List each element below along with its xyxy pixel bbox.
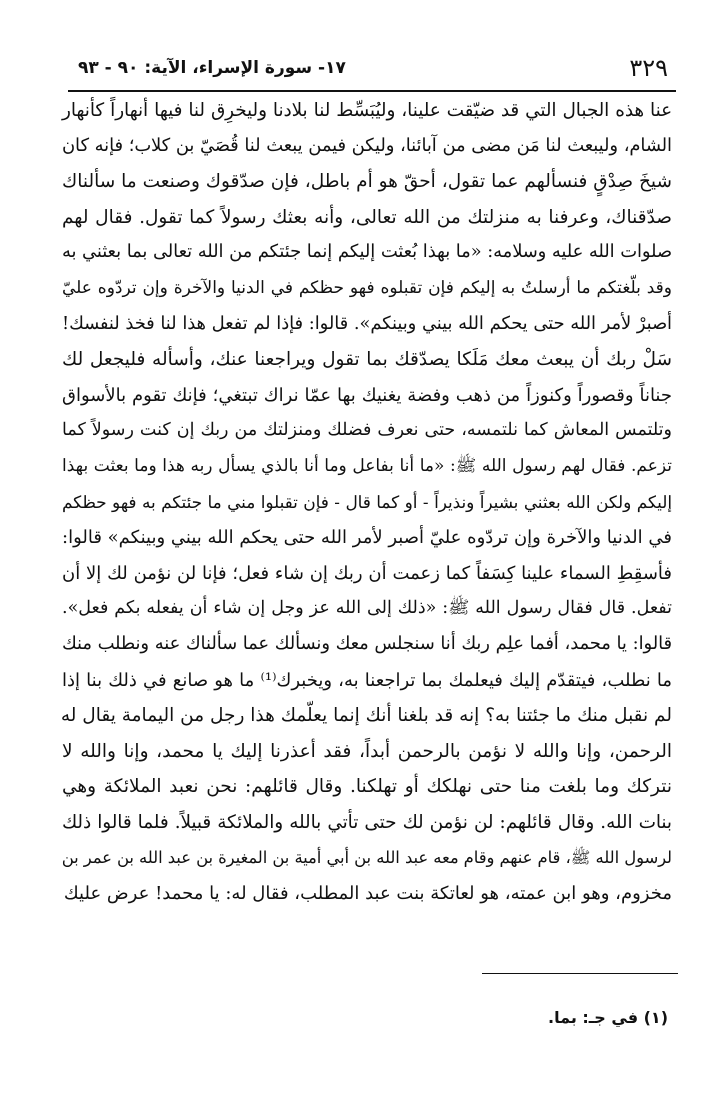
page-number: ٣٢٩ xyxy=(629,54,668,82)
footnote: (١) في جـ: بما. xyxy=(548,1008,668,1027)
running-title: ١٧- سورة الإسراء، الآية: ٩٠ - ٩٣ xyxy=(78,58,346,78)
text-line: إليكم ولكن الله بعثني بشيراً ونذيراً - أو كما قال - فإن تقبلوا مني ما جئتكم به فهو حظكم xyxy=(62,491,672,512)
text-line: عنا هذه الجبال التي قد ضيّقت علينا، وليُبَسِّط لنا بلادنا وليخرِق لنا فيها أنهاراً كأنهار xyxy=(62,100,672,121)
text-line: أصبرْ لأمر الله حتى يحكم الله بيني وبينكم». قالوا: فإذا لم تفعل هذا لنا فخذ لنفسك! xyxy=(62,313,672,334)
text-line: جناناً وقصوراً وكنوزاً من ذهب وفضة يغنيك بها عمّا نراك تبتغي؛ فإنك تقوم بالأسواق xyxy=(62,384,672,406)
text-line: مخزوم، وهو ابن عمته، هو لعاتكة بنت عبد المطلب، فقال له: يا محمد! عرض عليك xyxy=(63,883,672,905)
page-header xyxy=(78,48,668,88)
body-text xyxy=(62,93,672,912)
text-line: فأسقِطِ السماء علينا كِسَفاً كما زعمت أن ربك إن شاء فعل؛ فإنا لن نؤمن لك إلا أن xyxy=(62,562,672,584)
text-line: ما نطلب، فيتقدّم إليك فيعلمك بما تراجعنا به، ويخبرك⁽¹⁾ ما هو صانع في ذلك بنا إذا xyxy=(62,669,673,691)
text-line: وقد بلّغتكم ما أرسلتُ به إليكم فإن تقبلوه فهو حظكم في الدنيا والآخرة وإن تردّوه عليّ xyxy=(62,277,672,298)
text-line: شيخَ صِدْقٍ فنسألهم عما تقول، أحقّ هو أم باطل، فإن صدّقوك وصنعت ما سألناك xyxy=(62,171,672,193)
text-line: نتركك وما بلغت منا حتى نهلكك أو تهلكنا. وقال قائلهم: نحن نعبد الملائكة وهي xyxy=(62,776,672,798)
header-rule xyxy=(68,90,676,92)
text-line: بنات الله. وقال قائلهم: لن نؤمن لك حتى تأتي بالله والملائكة قبيلاً. فلما قالوا ذلك xyxy=(62,811,672,833)
text-line: في الدنيا والآخرة وإن تردّوه عليّ أصبر لأمر الله حتى يحكم الله بيني وبينكم» قالوا: xyxy=(62,527,672,549)
text-line: الشام، وليبعث لنا مَن مضى من آبائنا، وليكن فيمن يبعث لنا قُصَيّ بن كلاب؛ فإنه كان xyxy=(62,135,672,156)
text-line: لم نقبل منك ما جئتنا به؟ إنه قد بلغنا أنك إنما يعلّمك هذا رجل من اليمامة يقال له xyxy=(60,705,672,727)
text-line: قالوا: يا محمد، أفما علِم ربك أنا سنجلس معك ونسألك عما سألناك عنه ونطلب منك xyxy=(62,633,672,654)
text-line: تزعم. فقال لهم رسول الله ﷺ: «ما أنا بفاعل وما أنا بالذي يسأل ربه هذا وما بعثت بهذا xyxy=(62,455,672,476)
text-line: وتلتمس المعاش كما نلتمسه، حتى نعرف فضلك ومنزلتك من ربك إن كنت رسولاً كما xyxy=(62,420,672,441)
text-line: صلوات الله عليه وسلامه: «ما بهذا بُعثت إليكم إنما جئتكم من الله تعالى بما بعثني به xyxy=(61,242,672,263)
footnote-rule xyxy=(482,973,678,974)
text-line: لرسول الله ﷺ، قام عنهم وقام معه عبد الله بن أبي أمية بن المغيرة بن عبد الله بن عمر بن xyxy=(61,848,672,868)
text-line: تفعل. قال فقال رسول الله ﷺ: «ذلك إلى الله عز وجل إن شاء أن يفعله بكم فعل». xyxy=(62,598,672,619)
text-line: صدّقناك، وعرفنا به منزلتك من الله تعالى، وأنه بعثك رسولاً كما تقول. فقال لهم xyxy=(62,206,672,228)
text-line: سَلْ ربك أن يبعث معك مَلَكا يصدّقك بما تقول ويراجعنا عنك، وأسأله فليجعل لك xyxy=(62,349,672,371)
text-line: الرحمن، وإنا والله لا نؤمن بالرحمن أبداً، فقد أعذرنا إليك يا محمد، وإنا والله لا xyxy=(62,740,672,762)
